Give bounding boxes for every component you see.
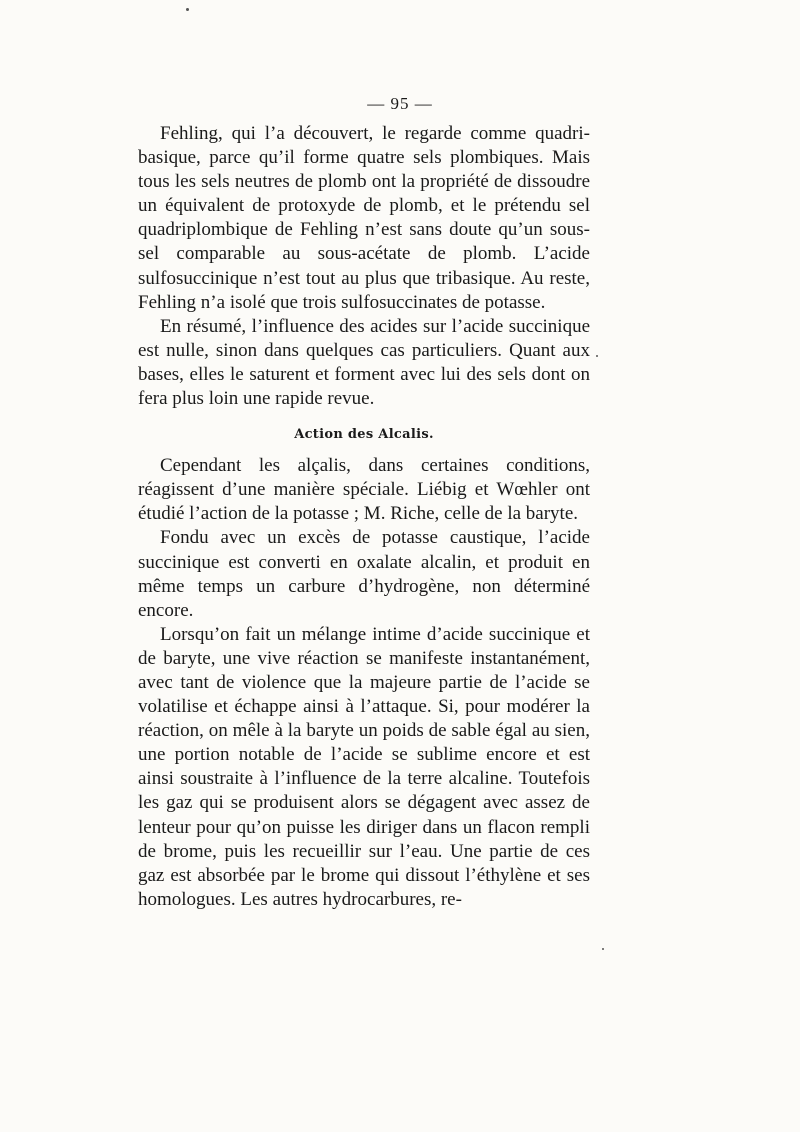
- paragraph-2: En résumé, l’influence des acides sur l’acide succinique est nulle, sinon dans quelques cas particuliers. Quant aux bases, elles le saturent et forment avec lui des sels dont on fera plus loin une rapide revue.: [138, 315, 590, 410]
- paragraph-4: Fondu avec un excès de potasse caustique, l’acide succinique est converti en oxalate alcalin, et produit en même temps un carbure d’hydrogène, non déterminé encore.: [138, 527, 590, 621]
- paragraph-5: Lorsqu’on fait un mélange intime d’acide succinique et de baryte, une vive réaction se manifeste instantanément, avec tant de violence que la majeure partie de l’acide se volatilise et échappe ainsi à l’attaque. Si, pour modérer la réaction, on mêle à la baryte un poids de sable égal au sien, une portion notable de l’acide se sublime encore et est ainsi soustraite à l’influence de la terre alcaline. Toutefois les gaz qui se produisent alors se dégagent avec assez de lenteur pour qu’on puisse les diriger dans un flacon rempli de brome, puis les recueillir sur l’eau. Une partie de ces gaz est absorbée par le brome qui dissout l’éthylène et ses homologues. Les autres hydrocarbures, re-: [138, 623, 590, 910]
- body-text: [138, 122, 590, 912]
- section-heading: Action des Alcalis.: [294, 427, 434, 443]
- paragraph-1: Fehling, qui l’a découvert, le regarde comme quadri-basique, parce qu’il forme quatre sels plombiques. Mais tous les sels neutres de plomb ont la propriété de dissoudre un équivalent de protoxyde de plomb, et le prétendu sel quadriplombique de Fehling n’est sans doute qu’un sous-sel comparable au sous-acétate de plomb. L’acide sulfosuccinique n’est tout au plus que tribasique. Au reste, Fehling n’a isolé que trois sulfosuccinates de potasse.: [138, 123, 590, 313]
- paragraph-3: Cependant les alçalis, dans certaines conditions, réagissent d’une manière spéciale. Liébig et Wœhler ont étudié l’action de la potasse ; M. Riche, celle de la baryte.: [138, 455, 590, 525]
- print-speck: [186, 8, 189, 11]
- print-speck: [602, 948, 604, 950]
- print-speck: [596, 355, 598, 357]
- page-number: — 95 —: [367, 94, 433, 113]
